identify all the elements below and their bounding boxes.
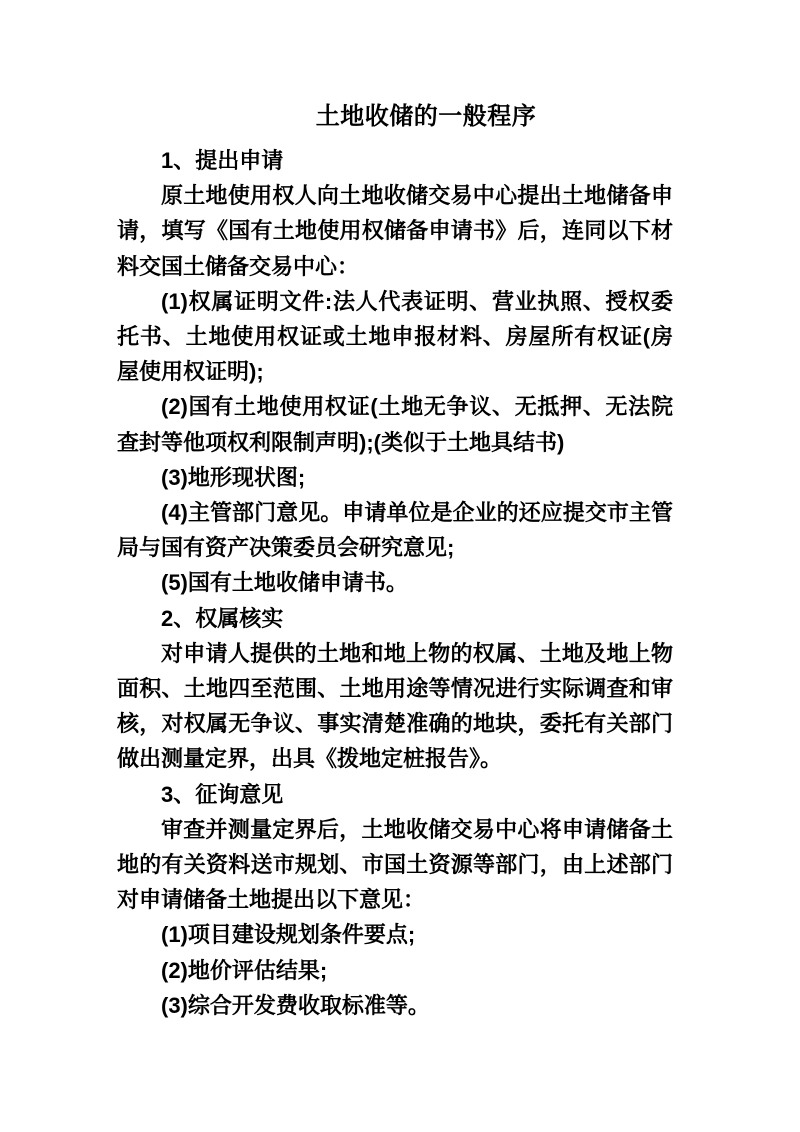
- paragraph: (1)权属证明文件:法人代表证明、营业执照、授权委托书、土地使用权证或土地申报材料、房屋所有权证(房屋使用权证明);: [117, 288, 673, 385]
- paragraph: 审查并测量定界后，土地收储交易中心将申请储备土地的有关资料送市规划、市国土资源等部门，由上述部门对申请储备土地提出以下意见：: [117, 816, 673, 913]
- paragraph: (3)地形现状图;: [161, 464, 306, 490]
- document-body: [117, 143, 673, 1023]
- paragraph: (4)主管部门意见。申请单位是企业的还应提交市主管局与国有资产决策委员会研究意见;: [117, 500, 673, 561]
- paragraph: 2、权属核实: [161, 605, 284, 631]
- paragraph: 3、征询意见: [161, 781, 284, 807]
- paragraph: 原土地使用权人向土地收储交易中心提出土地储备申请，填写《国有土地使用权储备申请书》后，连同以下材料交国土储备交易中心：: [117, 183, 673, 279]
- paragraph: 对申请人提供的土地和地上物的权属、土地及地上物面积、土地四至范围、土地用途等情况进行实际调查和审核，对权属无争议、事实清楚准确的地块，委托有关部门做出测量定界，出具《拨地定桩报告》。: [117, 640, 673, 772]
- paragraph: (2)地价评估结果;: [161, 957, 328, 983]
- paragraph: 1、提出申请: [161, 148, 284, 173]
- document-title: 土地收储的一般程序: [315, 103, 537, 130]
- paragraph: (1)项目建设规划条件要点;: [161, 922, 416, 948]
- paragraph: (2)国有土地使用权证(土地无争议、无抵押、无法院查封等他项权利限制声明);(类似于土地具结书): [117, 394, 673, 455]
- paragraph: (5)国有土地收储申请书。: [161, 570, 408, 596]
- paragraph: (3)综合开发费收取标准等。: [161, 992, 430, 1018]
